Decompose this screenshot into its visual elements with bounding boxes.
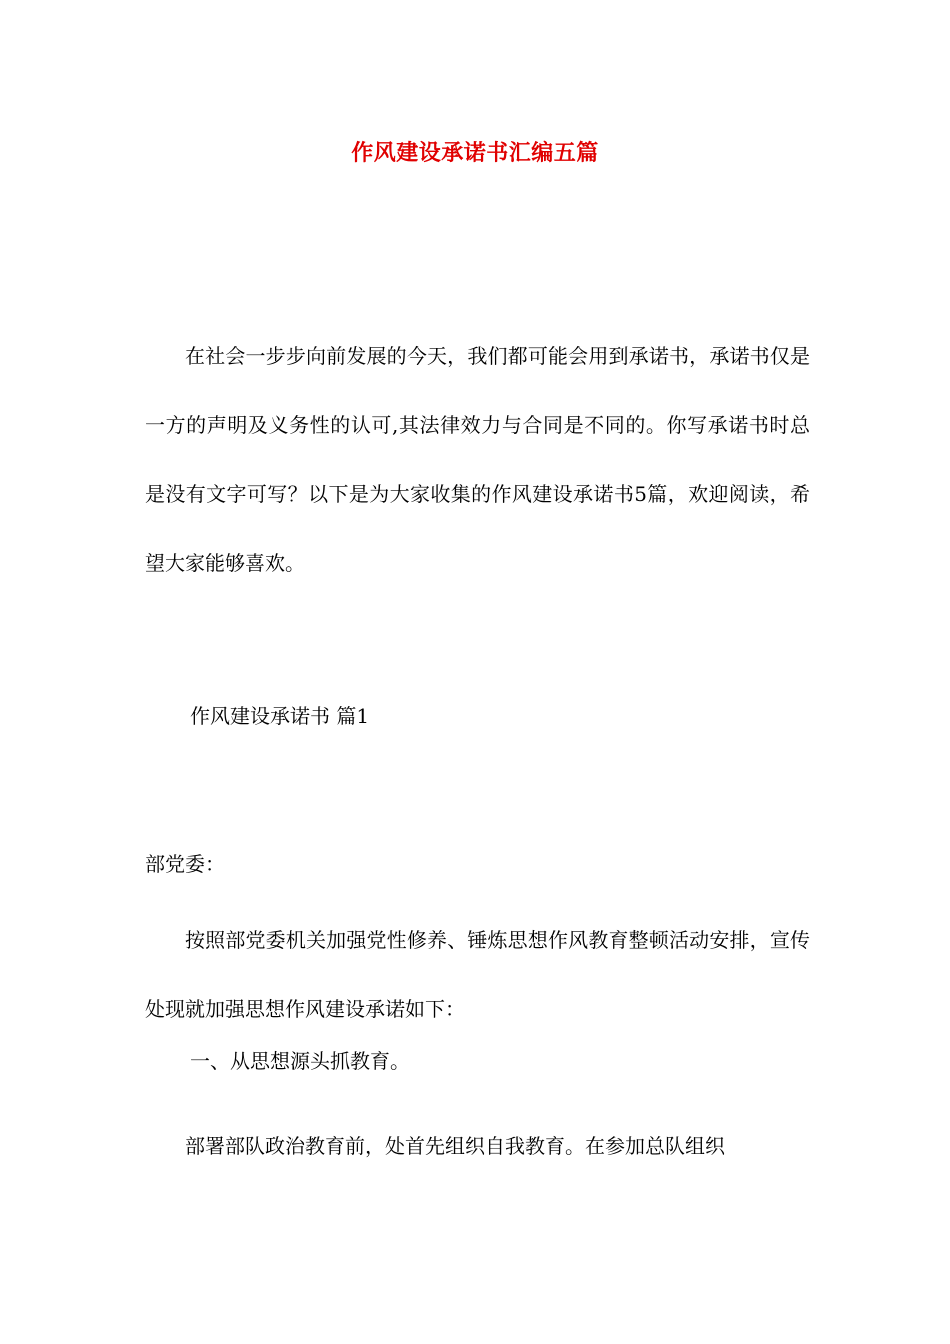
document-title: 作风建设承诺书汇编五篇 — [351, 140, 599, 166]
body-paragraph-2: 部署部队政治教育前，处首先组织自我教育。在参加总队组织 — [185, 1134, 725, 1158]
intro-paragraph: 在社会一步步向前发展的今天，我们都可能会用到承诺书，承诺书仅是一方的声明及义务性的认可,其法律效力与合同是不同的。你写承诺书时总是没有文字可写？以下是为大家收集的作风建设承诺书5篇，欢迎阅读，希望大家能够喜欢。 — [145, 344, 810, 575]
body-paragraph-1: 按照部党委机关加强党性修养、锤炼思想作风教育整顿活动安排，宣传处现就加强思想作风建设承诺如下： — [145, 928, 810, 1021]
item-heading-1: 一、从思想源头抓教育。 — [190, 1049, 410, 1073]
section-heading: 作风建设承诺书 篇1 — [190, 704, 370, 728]
salutation: 部党委： — [145, 852, 225, 876]
